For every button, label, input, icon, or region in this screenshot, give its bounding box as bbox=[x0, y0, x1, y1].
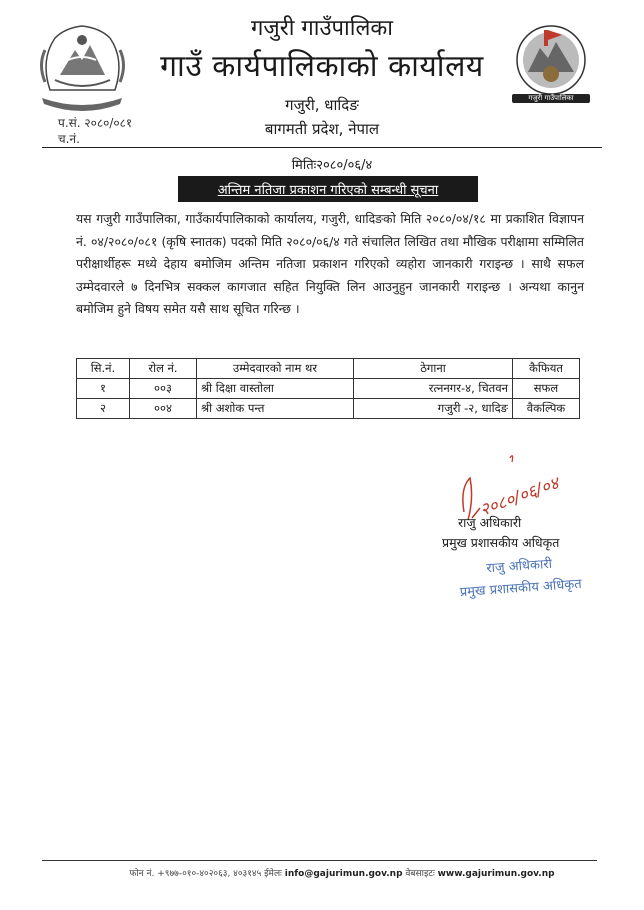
cell-roll: ००३ bbox=[130, 379, 197, 399]
signature-date: २०८०/०६/०४ bbox=[477, 473, 562, 521]
office-address: गजुरी, धादिङ bbox=[285, 96, 359, 114]
cell-roll: ००४ bbox=[130, 399, 197, 419]
office-province: बागमती प्रदेश, नेपाल bbox=[264, 120, 380, 138]
officer-title: प्रमुख प्रशासकीय अधिकृत bbox=[442, 535, 560, 550]
dispatch-number: च.नं. bbox=[58, 132, 80, 146]
footer-phone: +९७७-०१०-४०२०६३, ४०३१४५ bbox=[157, 869, 262, 879]
footer-website-link[interactable]: www.gajurimun.gov.np bbox=[437, 869, 555, 879]
results-table bbox=[76, 358, 580, 419]
official-stamp bbox=[444, 551, 597, 605]
reference-number: प.सं. २०८०/०८१ bbox=[58, 116, 133, 130]
header-divider bbox=[42, 147, 602, 148]
table-header-row bbox=[77, 359, 580, 379]
footer-website-label: वेबसाइटः bbox=[405, 869, 435, 879]
cell-serial: २ bbox=[77, 399, 130, 419]
footer-email-link[interactable]: info@gajurimun.gov.np bbox=[284, 869, 403, 879]
cell-serial: १ bbox=[77, 379, 130, 399]
cell-remarks: सफल bbox=[513, 379, 580, 399]
cell-name: श्री अशोक पन्त bbox=[197, 399, 354, 419]
cell-address: रत्ननगर-४, चितवन bbox=[354, 379, 513, 399]
office-title: गाउँ कार्यपालिकाको कार्यालय bbox=[160, 49, 484, 84]
notice-body: यस गजुरी गाउँपालिका, गाउँकार्यपालिकाको कार्यालय, गजुरी, धादिङको मिति २०८०/०४/१८ मा प्रकाशित विज्ञापन नं. ०४/२०८०/०८१ (कृषि स्नातक) पदको मिति २०८०/०६/४ गते संचालित लिखित तथा मौखिक परीक्षामा सम्मिलित परीक्षार्थीहरू मध्ये देहाय बमोजिम अन्तिम नतिजा प्रकाशन गरिएको व्यहोरा जानकारी गराइन्छ । साथै सफल उम्मेदवारले ७ दिनभित्र सक्कल कागजात सहित नियुक्ति लिन आउनुहुन जानकारी गराइन्छ । अन्यथा कानुन बमोजिम हुने विषय समेत यसै साथ सूचित गरिन्छ । bbox=[76, 211, 584, 316]
stamp-name: राजु अधिकारी bbox=[485, 556, 553, 577]
col-serial-header: सि.नं. bbox=[77, 359, 130, 379]
col-remarks-header: कैफियत bbox=[513, 359, 580, 379]
footer bbox=[0, 866, 644, 879]
cell-name: श्री दिक्षा वास्तोला bbox=[197, 379, 354, 399]
notice-title-banner bbox=[178, 176, 478, 202]
notice-date: मितिः२०८०/०६/४ bbox=[291, 158, 373, 173]
stamp-title: प्रमुख प्रशासकीय अधिकृत bbox=[459, 576, 583, 601]
footer-phone-label: फोन नं. bbox=[129, 869, 155, 879]
col-name-header: उम्मेदवारको नाम थर bbox=[197, 359, 354, 379]
table-row bbox=[77, 379, 580, 399]
col-address-header: ठेगाना bbox=[354, 359, 513, 379]
municipality-logo-text: गजुरी गाउँपालिका bbox=[512, 94, 590, 103]
footer-divider bbox=[42, 860, 597, 861]
col-roll-header: रोल नं. bbox=[130, 359, 197, 379]
cell-address: गजुरी -२, धादिङ bbox=[354, 399, 513, 419]
notice-title: अन्तिम नतिजा प्रकाशन गरिएको सम्बन्धी सूचना bbox=[217, 183, 439, 198]
cell-remarks: वैकल्पिक bbox=[513, 399, 580, 419]
table-row bbox=[77, 399, 580, 419]
footer-email-label: ईमेलः bbox=[264, 869, 282, 879]
office-name: गजुरी गाउँपालिका bbox=[251, 16, 393, 41]
officer-name: राजु अधिकारी bbox=[458, 515, 522, 530]
